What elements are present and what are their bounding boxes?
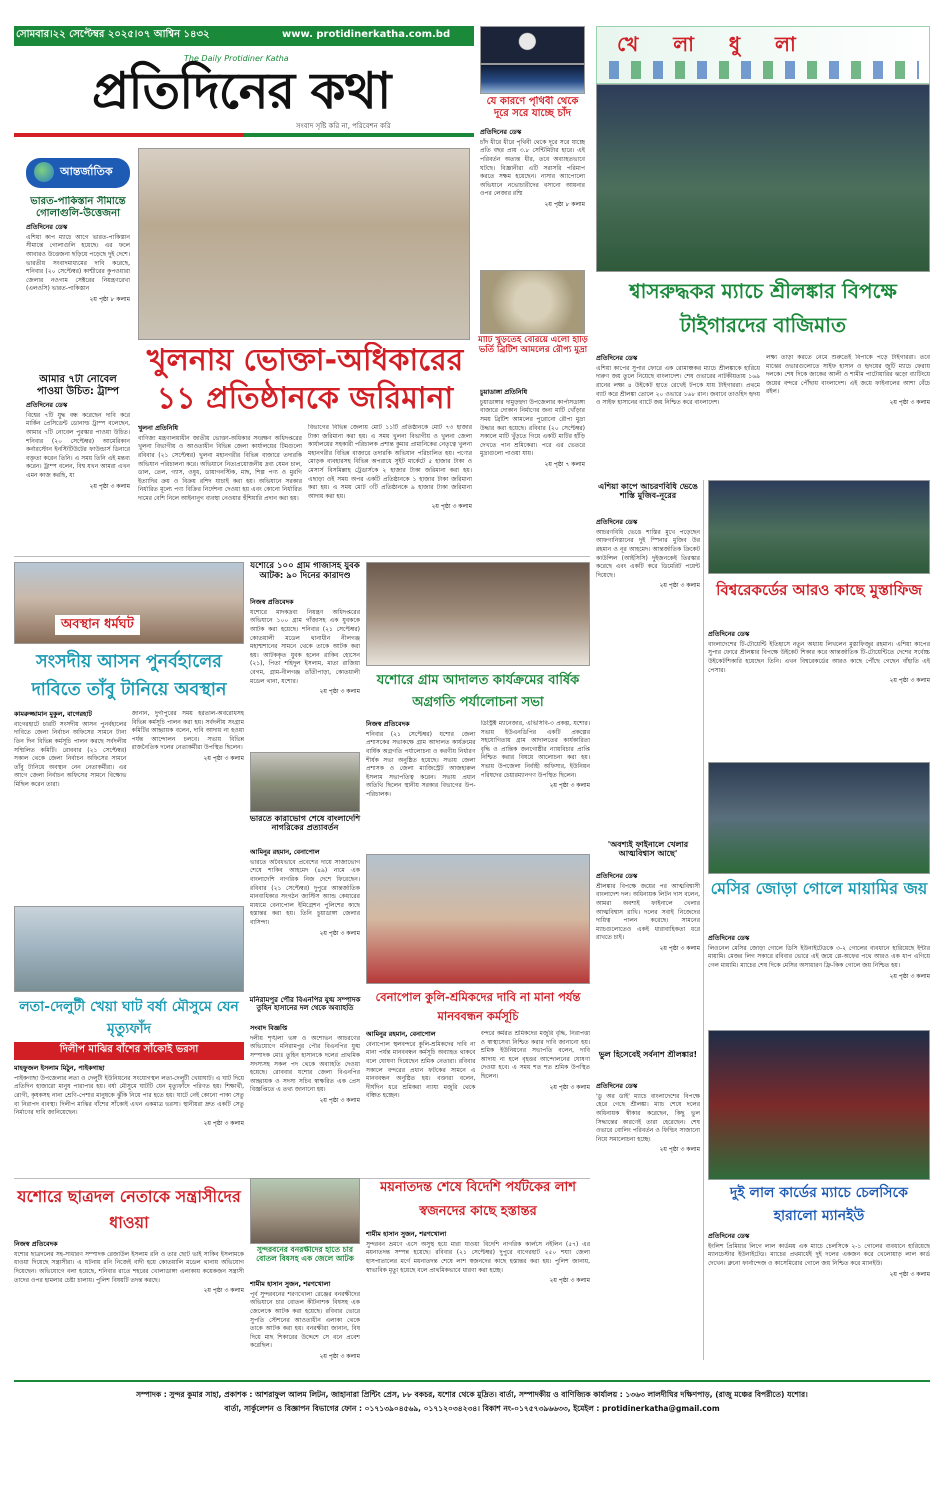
monirampur-continued: ২য় পৃষ্ঠা ৩ কলাম <box>319 1096 360 1104</box>
monirampur-headline: মনিরামপুর পৌর বিএনপির যুগ্ম সম্পাদক তুহিন হাসানের দল থেকে অব্যাহতি <box>249 996 361 1013</box>
lead-story <box>138 424 472 554</box>
cricket-photo <box>596 84 930 272</box>
ganja-byline: নিজস্ব প্রতিবেদক <box>250 598 294 606</box>
court-continued: ২য় পৃষ্ঠা ৩ কলাম <box>549 782 590 790</box>
lead-byline: খুলনা প্রতিনিধি <box>138 424 178 432</box>
court-body-1: শনিবার (২১ সেপ্টেম্বর) যশোর জেলা প্রশাসকের সভাকক্ষে গ্রাম আদালত কার্যক্রমের বার্ষিক অগ্রগতি পর্যালোচনা ও করণীয় নির্ধারণ শীর্ষক সভা অনুষ্ঠিত হয়েছে। সভায় জেলা প্রশাসক ও জেলা ম্যাজিস্ট্রেট আজহারুল ইসলাম সভাপতিত্ব করেন। সভায় প্রধান অতিথি ছিলেন স্থানীয় সরকার বিভাগের উপ-পরিচালক। <box>366 730 476 798</box>
moon-photo <box>480 26 585 64</box>
shanto-body: আচরণবিধি ভেঙে শাস্তির মুখে পড়েছেন আফগানিস্তানের দুই স্পিনার মুজিব উর রহমান ও নূর আহমেদ। আন্তর্জাতিক ক্রিকেট কাউন্সিল (আইসিসি) দুইজনকেই তিরস্কার করেছে এবং একটি করে ডিমেরিট পয়েন্ট দিয়েছে। <box>596 528 700 579</box>
international-story-2 <box>26 374 130 554</box>
monirampur-byline: সংবাদ বিজ্ঞপ্তি <box>250 1024 288 1032</box>
messi-story <box>708 934 930 1028</box>
border-return-story <box>250 848 360 994</box>
chelsea-photo <box>708 1030 930 1180</box>
shanto-byline: প্রতিদিনের ডেস্ক <box>596 518 638 526</box>
ganja-story <box>250 598 360 748</box>
messi-continued: ২য় পৃষ্ঠা ৩ কলাম <box>889 972 930 980</box>
chhatradal-headline: যশোরে ছাত্রদল নেতাকে সন্ত্রাসীদের ধাওয়া <box>17 1187 241 1232</box>
court-byline: নিজস্ব প্রতিবেদক <box>366 720 410 728</box>
workers-body-1: বেনাপোল স্থলবন্দরে কুলি-শ্রমিকদের দাবি না মানা পর্যন্ত মানববন্ধন কর্মসূচি অব্যাহত থাকবে বলে ঘোষণা দিয়েছেন শ্রমিক নেতারা। রবিবার সকালে বন্দরের প্রধান ফটকের সামনে এ মানববন্ধন অনুষ্ঠিত হয়। বক্তারা বলেন, দীর্ঘদিন ধরে শ্রমিকরা ন্যায্য মজুরি থেকে বঞ্চিত হচ্ছেন। <box>366 1040 476 1100</box>
paper-title: প্রতিদিনের কথা <box>92 62 391 120</box>
issue-date: সোমবার।২২ সেপ্টেম্বর ২০২৫।০৭ আশ্বিন ১৪৩২ <box>16 29 210 40</box>
lead-continued: ২য় পৃষ্ঠা ৩ কলাম <box>431 503 472 511</box>
messi-headline: মেসির জোড়া গোলে মায়ামির জয় <box>710 879 928 898</box>
tourist-headline: ময়নাতদন্ত শেষে বিদেশি পর্যটকের লাশ স্বজনদের কাছে হস্তান্তর <box>380 1180 576 1219</box>
coins-photo <box>480 270 585 334</box>
lanka-story <box>596 1082 700 1376</box>
lead-body-1: বাণিজ্য মন্ত্রণালয়াধীন জাতীয় ভোক্তা-অধিকার সংরক্ষণ অধিদপ্তরের খুলনা বিভাগীয় ও আওতাধীন বিভিন্ন জেলা কার্যালয়ের টিমগুলো রবিবার (২১ সেপ্টেম্বর) খুলনা মহানগরীর বিভিন্ন বাজারে তদারকি অভিযান পরিচালনা করে। অভিযানে নিত্যপ্রয়োজনীয় দ্রব্য যেমন চাল, ডাল, তেল, গ্যাস, ওষুধ, ডায়াগনস্টিক, মাছ, শিল্প পণ্য ও মুরগি ইত্যাদির ক্রয় ও বিক্রয় রশিদ যাচাই করা হয়। অভিযানে সরকার নির্ধারিত মূল্যে পণ্য বিক্রির নির্দেশনা দেওয়া হয় এবং কোনো নির্ধারিত দামের বেশি নিলে আইনানুগ ব্যবস্থা নেওয়ার হুঁশিয়ারি প্রদান করা হয়। <box>138 434 302 502</box>
sundarban-continued: ২য় পৃষ্ঠা ৩ কলাম <box>319 1352 360 1360</box>
chhatradal-byline: নিজস্ব প্রতিবেদক <box>14 1240 58 1248</box>
divider <box>14 556 590 557</box>
court-body-2: ডিস্ট্রিক্ট ম্যানেজার, এভিসিবি-৩ প্রকল্প, যশোর। সভায় ইউএনডিপির একটি প্রকল্পের সহযোগিতায় গ্রাম আদালতের কার্যকারিতা বৃদ্ধি ও প্রান্তিক জনগোষ্ঠীর ন্যায়বিচার প্রাপ্তি নিশ্চিত করার বিষয়ে আলোচনা করা হয়। সভায় উপজেলা নির্বাহী অফিসার, ইউনিয়ন পরিষদের চেয়ারম্যানগণ উপস্থিত ছিলেন। <box>480 720 590 779</box>
tourist-byline: শামীম হাসান সুজন, শরণখোলা <box>366 1230 447 1238</box>
cricket-headline: শ্বাসরুদ্ধকর ম্যাচে শ্রীলঙ্কার বিপক্ষে টাইগারদের বাজিমাত <box>629 279 897 337</box>
earth-photo <box>480 64 585 94</box>
tourist-body: সুন্দরবন ভ্রমণে এসে অসুস্থ হয়ে মারা যাওয়া বিদেশি নাগরিক কার্লসে নইলিন (৫৭) এর ময়নাতদন্ত সম্পন্ন হয়েছে। রবিবার (২১ সেপ্টেম্বর) দুপুরে বাগেরহাট ২৫০ শয্যা জেলা হাসপাতালের মর্গে ময়নাতদন্ত শেষে লাশ স্বজনদের কাছে হস্তান্তর করা হয়। পুলিশ জানায়, স্বাভাবিক মৃত্যু হয়েছে বলে প্রাথমিকভাবে ধারণা করা হচ্ছে। <box>366 1240 590 1274</box>
coins-body: চুয়াডাঙ্গার দামুড়হুদা উপজেলার কার্পাসডাঙ্গা বাজারে দোকান নির্মাণের জন্য মাটি খোঁড়ার সময় ব্রিটিশ আমলের পুরোনো রৌপ্য মুদ্রা উদ্ধার করা হয়েছে। রবিবার (২০ সেপ্টেম্বর) সকালে মাটি খুঁড়তে গিয়ে একটি মাটির হাঁড়ি দেখতে পান শ্রমিকেরা। পরে এর ভেতরে মুদ্রাগুলো পাওয়া যায়। <box>480 398 585 458</box>
final-body: শ্রীলঙ্কার বিপক্ষে জয়ের পর আত্মবিশ্বাসী বাংলাদেশ দল। অধিনায়ক লিটন দাস বলেন, আমরা অবশ্যই ফাইনালে খেলার আত্মবিশ্বাস রাখি। দলের সবাই নিজেদের দায়িত্ব পালন করেছে। সামনের ম্যাচগুলোতেও একই ধারাবাহিকতা ধরে রাখতে চাই। <box>596 882 700 942</box>
mustafiz-continued: ২য় পৃষ্ঠা ৩ কলাম <box>889 677 930 685</box>
masthead-rule <box>14 133 474 137</box>
border-return-byline: আমিনুর রহমান, বেনাপোল <box>250 848 320 856</box>
sundarban-body: পূর্ব সুন্দরবনের শরণখোলা রেঞ্জের বনরক্ষীদের অভিযানে চার বোতল কীটনাশক বিষসহ এক জেলেকে আটক করা হয়েছে। রবিবার ভোরে সুপতি স্টেশনের আওতাধীন এলাকা থেকে তাকে আটক করা হয়। বনরক্ষীরা জানান, বিষ দিয়ে মাছ শিকারের উদ্দেশে সে বনে প্রবেশ করেছিল। <box>250 1290 360 1350</box>
workers-continued: ২য় পৃষ্ঠা ৩ কলাম <box>549 1083 590 1091</box>
court-story <box>366 720 590 850</box>
mustafiz-body: বাংলাদেশের টি-টোয়েন্টি ইতিহাসে নতুন অধ্যায় লিখলেন মুস্তাফিজুর রহমান। এশিয়া কাপের সুপার ফোরে শ্রীলঙ্কার বিপক্ষে উইকেট শিকার করে আন্তর্জাতিক টি-টোয়েন্টিতে দেশের সর্বোচ্চ উইকেটশিকারি হয়েছেন তিনি। এখন বিশ্বরেকর্ডের আরও কাছে পৌঁছে গেছেন বাঁহাতি এই পেসার। <box>708 640 930 674</box>
lead-body-2: বিভাগের বিভিন্ন জেলায় মোট ১১টি প্রতিষ্ঠানকে মোট ৭৩ হাজার টাকা জরিমানা করা হয়। এ সময় খুলনা বিভাগীয় ও খুলনা জেলা কার্যালয়ের সহকারী পরিচালক প্রশান্ত কুমার প্রামানিকের নেতৃত্বে খুলনা মহানগরীর বিভিন্ন বাজারে তদারকি অভিযান পরিচালিত হয়। পণ্যের মোড়ক ব্যবহারসহ বিভিন্ন অপরাধে সুইট মার্কেটে ৫ হাজার টাকা ও মেসার্স বিসমিল্লাহ ট্রেডার্সকে ২ হাজার টাকা জরিমানা করা হয়। এছাড়া ওই সময় অপর একটি প্রতিষ্ঠানকে ১ হাজার টাকা জরিমানা করা হয়। এ সময় মোট ৩টি প্রতিষ্ঠানকে ৯ হাজার টাকা জরিমানা আদায় করা হয়। <box>308 424 472 500</box>
sports-banner <box>596 26 930 84</box>
coins-headline: মাটি খুঁড়তেই বেরিয়ে এলো হাঁড়ি ভর্তি ব্রিটিশ আমলের রৌপ্য মুদ্রা <box>478 336 588 355</box>
court-photo <box>366 562 590 666</box>
dharna-story <box>14 710 244 902</box>
cricket-body-1: এশিয়া কাপের সুপার ফোরে এক রোমাঞ্চকর ম্যাচে শ্রীলঙ্কাকে হারিয়ে দারুণ জয় তুলে নিয়েছে বাংলাদেশ। শেষ ওভারের নাটকীয়তায় ১৬৯ রানের লক্ষ্য ৪ উইকেট হাতে রেখেই টপকে যায় টাইগাররা। প্রথমে ব্যাট করে শ্রীলঙ্কা তোলে ২০ ওভারে ১৬৮ রান। জবাবে তাওহিদ হৃদয় ও সাইফ হাসানের ব্যাটে জয় নিশ্চিত করে বাংলাদেশ। <box>596 364 760 407</box>
border-return-photo <box>250 752 360 812</box>
trump-nobel-continued: ২য় পৃষ্ঠা ৩ কলাম <box>89 482 130 490</box>
border-clash-headline: ভারত-পাকিস্তান সীমান্তে গোলাগুলি-উত্তেজনা <box>30 196 126 219</box>
chelsea-byline: প্রতিদিনের ডেস্ক <box>708 1232 750 1240</box>
international-story-1 <box>26 196 130 366</box>
mustafiz-headline: বিশ্বরেকর্ডের আরও কাছে মুস্তাফিজ <box>716 581 922 599</box>
mustafiz-story <box>708 630 930 760</box>
sports-label: খে লা ধু লা <box>617 32 810 56</box>
shanto-story <box>596 518 700 838</box>
dharna-byline: কামরুজ্জামান মুকুল, বাগেরহাট <box>14 710 92 718</box>
dharna-continued: ২য় পৃষ্ঠা ৩ কলাম <box>203 754 244 762</box>
earth-moon-body: চাঁদ ধীরে ধীরে পৃথিবী থেকে দূরে সরে যাচ্ছে প্রতি বছর প্রায় ৩.৮ সেন্টিমিটার হারে। এই পরিবর্তন অত্যন্ত ধীর, তবে অব্যাহতভাবে ঘটছে। বিজ্ঞানীরা এটি সরাসরি পরিমাপ করতে সক্ষম হয়েছেন। নাসার অ্যাপোলো অভিযানে নভোচারীদের বসানো আয়নার ওপর লেজার রশ্মি <box>480 138 585 198</box>
cricket-story <box>596 354 930 478</box>
trump-nobel-body: বিশ্বের ৭টি যুদ্ধ বন্ধ করেছেন দাবি করে মার্কিন প্রেসিডেন্ট ডোনাল্ড ট্রাম্প বলেছেন, আমার ৭টি নোবেল পুরস্কার পাওয়া উচিত। শনিবার (২০ সেপ্টেম্বর) আমেরিকান কর্নারস্টোন ইনস্টিটিউটের ফাউন্ডার্স ডিনারে বক্তৃতা করেন তিনি। এ সময় তিনি এই মন্তব্য করেন। ট্রাম্প বলেন, বিশ্ব যখন আমরা এখন এমন কাজ করছি, যা <box>26 411 130 479</box>
footer-contact: বার্তা, সার্কুলেশন ও বিজ্ঞাপন বিভাগের ফোন : ০১৭১৩৯০৪৫৬৯, ০১৭১২০৩৪২৩৪। বিকাশ নং-০১৭৫৭৩৯৬৬৩৩, ইমেইল : protidinerkatha@gmail.com <box>224 1404 720 1413</box>
earth-moon-story <box>480 128 585 266</box>
sundarban-headline: সুন্দরবনের বনরক্ষীদের হাতে চার বোতল বিষসহ এক জেলে আটক <box>256 1246 354 1263</box>
ferry-continued: ২য় পৃষ্ঠা ৩ কলাম <box>203 1119 244 1127</box>
sundarban-photo <box>250 1178 360 1244</box>
footer-imprint: সম্পাদক : সুন্দর কুমার সাহা, প্রকাশক : আশরাফুল আলম লিটন, জাহানারা প্রিন্টিং প্রেস, ৮৮ বকচর, যশোর থেকে মুদ্রিত। বার্তা, সম্পাদকীয় ও বাণিজ্যিক কার্যালয় : ১৩৬৩ লালদীঘির দক্ষিণপাড়, (রাজু মঞ্চের বিপরীতে) যশোর। <box>136 1390 808 1399</box>
final-story <box>596 872 700 1048</box>
ferry-photo <box>14 906 244 992</box>
chelsea-headline: দুই লাল কার্ডের ম্যাচে চেলসিকে হারালো ম্যানইউ <box>730 1185 908 1224</box>
dharna-body-1: বাগেরহাটে চারটি সংসদীয় আসন পুনর্বহালের দাবিতে জেলা নির্বাচন অফিসের সামনে টানা তিন দিন বিভিন্ন কর্মসূচি পালন করছে সর্বদলীয় সম্মিলিত কমিটি। রোববার (২১ সেপ্টেম্বর) সকাল থেকে জেলা নির্বাচন অফিসের সামনে তাঁবু টানিয়ে অবস্থান নেন নেতাকর্মীরা। এর আগে জেলা নির্বাচন অফিসের সামনে বিক্ষোভ মিছিল করেন তারা। <box>14 720 127 788</box>
ferry-byline: মাহফুজল ইসলাম মিঠুন, পাইকগাছা <box>14 1064 105 1072</box>
mustafiz-photo <box>708 480 930 574</box>
lead-headline: খুলনায় ভোক্তা-অধিকারের ১১ প্রতিষ্ঠানকে জরিমানা <box>146 343 464 416</box>
workers-body-2: বন্দরে কর্মরত শ্রমিকদের মজুরি বৃদ্ধি, নিরাপত্তা ও স্বাস্থ্যসেবা নিশ্চিত করার দাবি জানানো হয়। শ্রমিক ইউনিয়নের সভাপতি বলেন, দাবি আদায় না হলে বৃহত্তর আন্দোলনের ঘোষণা দেওয়া হবে। এ সময় শত শত শ্রমিক উপস্থিত ছিলেন। <box>480 1030 590 1080</box>
ferry-headline: লতা-দেলুটী খেয়া ঘাট বর্ষা মৌসুমে যেন মৃত্যুফাঁদ <box>19 999 239 1037</box>
athletes-icon <box>609 61 919 79</box>
workers-byline: আমিনুর রহমান, বেনাপোল <box>366 1030 436 1038</box>
trump-nobel-byline: প্রতিদিনের ডেস্ক <box>26 401 68 409</box>
final-continued: ২য় পৃষ্ঠা ৩ কলাম <box>659 944 700 952</box>
lanka-body: 'ডু অর ডাই' ম্যাচে বাংলাদেশের বিপক্ষে হেরে গেছে শ্রীলঙ্কা। ম্যাচ শেষে দলের অধিনায়ক স্বীকার করেছেন, কিছু ভুল সিদ্ধান্তের কারণেই তারা হেরেছেন। শেষ ওভারে বোলিং পরিবর্তন ও ফিল্ডিং সাজানো নিয়ে সমালোচনা হচ্ছে। <box>596 1092 700 1143</box>
ferry-subtitle: দিলীপ মাঝির বাঁশের সাঁকোই ভরসা <box>14 1042 244 1060</box>
chhatradal-story <box>14 1240 244 1376</box>
earth-moon-continued: ২য় পৃষ্ঠা ৮ কলাম <box>544 200 585 208</box>
coins-story <box>480 388 585 550</box>
dharna-photo <box>14 562 244 644</box>
coins-continued: ২য় পৃষ্ঠা ৭ কলাম <box>544 460 585 468</box>
final-byline: প্রতিদিনের ডেস্ক <box>596 872 638 880</box>
lanka-headline: ভুল হিসেবেই সর্বনাশ শ্রীলঙ্কার! <box>598 1050 698 1059</box>
chhatradal-continued: ২য় পৃষ্ঠা ৩ কলাম <box>203 1287 244 1295</box>
tourist-continued: ২য় পৃষ্ঠা ৩ কলাম <box>549 1277 590 1285</box>
shanto-continued: ২য় পৃষ্ঠা ৩ কলাম <box>659 582 700 590</box>
messi-body: লিওনেল মেসির জোড়া গোলে ডিসি ইউনাইটেডকে ৩-২ গোলের ব্যবধানে হারিয়েছে ইন্টার মায়ামি। মেজর লিগ সকারে রবিবার ভোরে এই জয়ে প্লে-অফের পথে আরও এক ধাপ এগিয়ে গেল মায়ামি। ম্যাচের শেষ দিকে মেসির অসাধারণ ফ্রি-কিক গোলে জয় নিশ্চিত হয়। <box>708 944 930 969</box>
workers-story <box>366 1030 590 1170</box>
workers-headline: বেনাপোল কুলি-শ্রমিকদের দাবি না মানা পর্যন্ত মানববন্ধন কর্মসূচি <box>375 990 581 1023</box>
footer <box>14 1380 930 1440</box>
sundarban-story <box>250 1280 360 1376</box>
cricket-continued: ২য় পৃষ্ঠা ৩ কলাম <box>889 398 930 406</box>
border-return-headline: ভারতে কারাভোগ শেষে বাংলাদেশি নাগরিকের প্রত্যাবর্তন <box>249 814 361 833</box>
border-clash-continued: ২য় পৃষ্ঠা ৮ কলাম <box>89 295 130 303</box>
monirampur-story <box>250 1024 360 1174</box>
court-headline: যশোরে গ্রাম আদালত কার্যক্রমের বার্ষিক অগ্রগতি পর্যালোচনা সভা <box>376 673 580 710</box>
ganja-body: যশোরে মাদকদ্রব্য নিয়ন্ত্রণ অধিদপ্তরের অভিযানে ১০০ গ্রাম গাঁজাসহ এক যুবককে আটক করা হয়েছে। শনিবার (২১ সেপ্টেম্বর) কোতয়ালী মডেল থানাধীন নীলগঞ্জ মহাশ্মশানের সামনে থেকে তাকে আটক করা হয়। আটককৃত যুবক হলেন রাকিব হোসেন (২১), পিতা শহিদুল ইসলাম, মাতা রাজিয়া বেগম, গ্রাম-নীলগঞ্জ তাঁতীপাড়া, কোতয়ালী মডেল থানা, যশোর। <box>250 608 360 685</box>
masthead <box>0 0 475 140</box>
messi-photo <box>708 762 930 874</box>
lanka-byline: প্রতিদিনের ডেস্ক <box>596 1082 638 1090</box>
chelsea-body: ইংলিশ প্রিমিয়ার লিগে লাল কার্ডময় এক ম্যাচে চেলসিকে ২-১ গোলের ব্যবধানে হারিয়েছে ম্যানচেস্টার ইউনাইটেড। ম্যাচের প্রথমার্ধেই দুই দলের একজন করে খেলোয়াড় লাল কার্ড দেখেন। ব্রুনো ফার্নান্দেজ ও কাসেমিরোর গোলে জয় নিশ্চিত করে ম্যানইউ। <box>708 1242 930 1267</box>
divider <box>703 480 704 1360</box>
website-link[interactable]: www. protidinerkatha.com.bd <box>282 29 451 40</box>
workers-photo <box>366 854 590 984</box>
messi-byline: প্রতিদিনের ডেস্ক <box>708 934 750 942</box>
lanka-continued: ২য় পৃষ্ঠা ৩ কলাম <box>659 1146 700 1154</box>
final-headline: 'অবশ্যই ফাইনালে খেলার আত্মবিশ্বাস আছে' <box>607 840 689 859</box>
border-return-body: ভারতে অবৈধভাবে প্রবেশের দায়ে সাজাভোগ শেষে শাকিব আহমেদ (৪৯) নামে এক বাংলাদেশি নাগরিক নিজ দেশে ফিরেছেন। রবিবার (২১ সেপ্টেম্বর) দুপুরে আন্তর্জাতিক মানবাধিকার সংগঠন জাস্টিস অ্যান্ড কেয়ারের মাধ্যমে বেনাপোল ইমিগ্রেশন পুলিশের কাছে হস্তান্তর করা হয়। তিনি চুয়াডাঙ্গা জেলার বাসিন্দা। <box>250 858 360 926</box>
mustafiz-byline: প্রতিদিনের ডেস্ক <box>708 630 750 638</box>
ganja-continued: ২য় পৃষ্ঠা ৩ কলাম <box>319 688 360 696</box>
sundarban-byline: শামীম হাসান সুজন, শরণখোলা <box>250 1280 331 1288</box>
dharna-headline: সংসদীয় আসন পুনর্বহালের দাবিতে তাঁবু টানিয়ে অবস্থান <box>31 652 227 700</box>
lead-photo <box>138 148 470 340</box>
border-clash-byline: প্রতিদিনের ডেস্ক <box>26 223 68 231</box>
ferry-body: পাইকগাছা উপজেলার লতা ও দেলুটী ইউনিয়নের সংযোগস্থল লতা-দেলুটী খেয়াঘাট। এ ঘাট দিয়ে প্রতিদিন হাজারো মানুষ পারাপার হয়। বর্ষা মৌসুমে ঘাটটি যেন মৃত্যুফাঁদে পরিণত হয়। শিক্ষার্থী, রোগী, কৃষকসহ নানা শ্রেণি-পেশার মানুষকে ঝুঁকি নিয়ে পার হতে হয়। ঘাটে নেই কোনো পাকা সেতু বা নিরাপদ ব্যবস্থা। দিলীপ মাঝির বাঁশের সাঁকোই এখন একমাত্র ভরসা। স্থানীয়রা দ্রুত একটি সেতু নির্মাণের দাবি জানিয়েছেন। <box>14 1074 244 1117</box>
english-name: The Daily Protidiner Katha <box>184 54 289 63</box>
border-clash-body: এশিয়া কাপ ম্যাচে আগে ভারত-পাকিস্তান সীমান্তে গোলাগুলি হয়েছে। এর ফলে আবারও উত্তেজনা ছড়িয়ে পড়েছে দুই দেশে। ভারতীয় সংবাদমাধ্যমের দাবি করেছে, শনিবার (২০ সেপ্টেম্বর) কাশ্মীরের কুপওয়ারা জেলার নওগাম সেক্টরের নিয়ন্ত্রণরেখা (এলওসি) ভারত-পাকিস্তান <box>26 233 130 293</box>
dharna-body-2: জানান, দুর্গাপুরের সময় হরতাল-অবরোধসহ বিভিন্ন কর্মসূচি পালন করা হয়। সর্বদলীয় সংগ্রাম কমিটির আহ্বায়ক বলেন, দাবি আদায় না হওয়া পর্যন্ত আন্দোলন চলবে। সভায় বিভিন্ন রাজনৈতিক দলের নেতাকর্মীরা উপস্থিত ছিলেন। <box>131 710 244 752</box>
dharna-banner: অবস্থান ধর্মঘট <box>55 615 140 635</box>
chelsea-story <box>708 1232 930 1376</box>
cricket-byline: প্রতিদিনের ডেস্ক <box>596 354 638 362</box>
ganja-headline: যশোরে ১০০ গ্রাম গাঁজাসহ যুবক আটক: ৯০ দিনের কারাদণ্ড <box>250 562 360 581</box>
slogan: সংবাদ সৃষ্টি করি না, পরিবেশন করি <box>296 122 391 130</box>
ferry-story <box>14 1064 244 1176</box>
earth-moon-byline: প্রতিদিনের ডেস্ক <box>480 128 522 136</box>
earth-moon-headline: যে কারণে পৃথিবী থেকে দূরে সরে যাচ্ছে চাঁদ <box>486 96 579 119</box>
cricket-body-2: লক্ষ্য তাড়া করতে নেমে শুরুতেই বিপাকে পড়ে টাইগাররা। তবে মাঝের ওভারগুলোতে সাইফ হাসান ও হৃদয়ের জুটি ম্যাচে ফেরায় দলকে। শেষ দিকে জাকের আলী ও শামীম পাটোয়ারির ঝড়ো ব্যাটিংয়ে জয়ের বন্দরে পৌঁছায় বাংলাদেশ। এই জয়ে ফাইনালের আশা বেঁচে রইল। <box>766 354 930 396</box>
chhatradal-body: যশোর ছাত্রদলের সহ-সাধারণ সম্পাদক রেজাউল ইসলাম রনি ও তার ছোট ভাই সাকিব ইসলামকে ধাওয়া দিয়েছে সন্ত্রাসীরা। এ ঘটনায় রনি নিজেই বাদী হয়ে কোতয়ালি মডেল থানায় অভিযোগ দিয়েছেন। অভিযোগে বলা হয়েছে, শনিবার রাতে শহরের খোলাডাঙ্গা এলাকায় কয়েকজন সন্ত্রাসী তাদের ওপর হামলার চেষ্টা চালায়। পুলিশ বিষয়টি তদন্ত করছে। <box>14 1250 244 1284</box>
international-section-label <box>26 158 130 188</box>
border-return-continued: ২য় পৃষ্ঠা ৩ কলাম <box>319 929 360 937</box>
trump-nobel-headline: আমার ৭টা নোবেল পাওয়া উচিত: ট্রাম্প <box>37 374 119 397</box>
tourist-story <box>366 1230 590 1376</box>
globe-icon <box>34 162 54 182</box>
international-label: আন্তর্জাতিক <box>60 165 113 178</box>
coins-byline: চুয়াডাঙ্গা প্রতিনিধি <box>480 388 528 396</box>
monirampur-body: দলীয় শৃঙ্খলা ভঙ্গ ও অশোভন আচরণের অভিযোগে মনিরামপুর পৌর বিএনপির যুগ্ম সম্পাদক মোঃ তুহিন হাসানকে দলের প্রাথমিক সদস্যসহ সকল পদ থেকে অব্যাহতি দেওয়া হয়েছে। রোববার যশোর জেলা বিএনপির আহ্বায়ক ও সদস্য সচিব স্বাক্ষরিত এক প্রেস বিজ্ঞপ্তিতে এ তথ্য জানানো হয়। <box>250 1034 360 1094</box>
chelsea-continued: ২য় পৃষ্ঠা ৩ কলাম <box>889 1270 930 1278</box>
shanto-headline: এশিয়া কাপে আচরণবিধি ভেঙে শাস্তি মুজিব-নূরের <box>598 482 698 501</box>
